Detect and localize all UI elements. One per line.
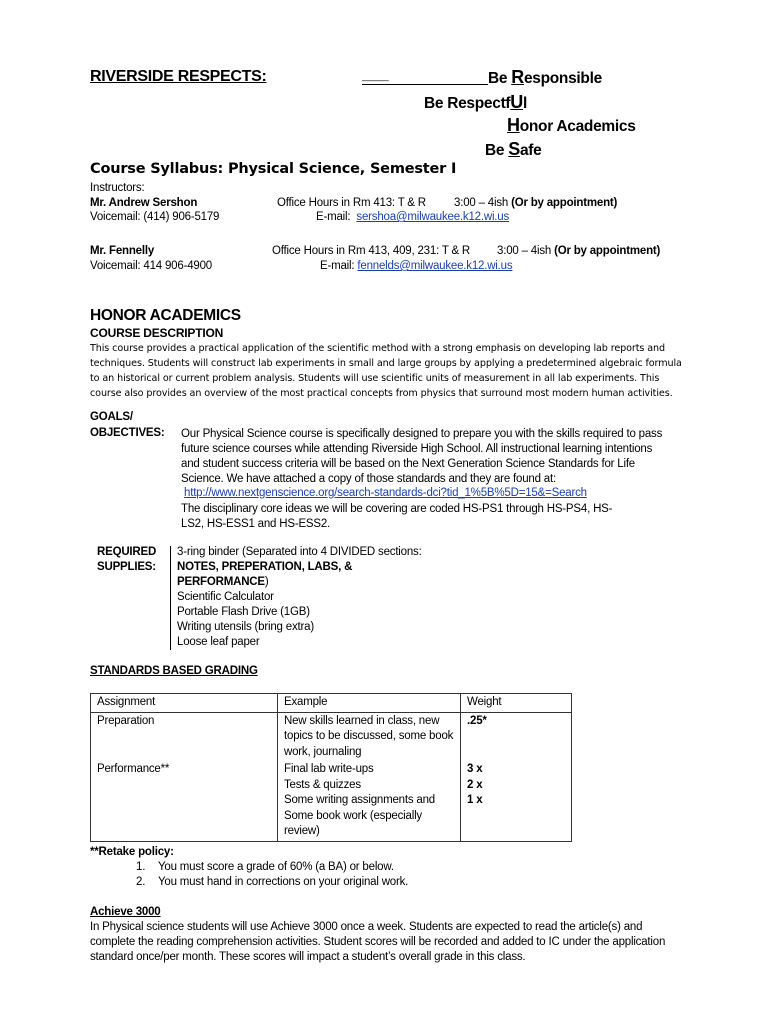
supply-item: Portable Flash Drive (1GB) <box>177 606 310 618</box>
supply-item: Writing utensils (bring extra) <box>177 621 314 633</box>
course-description-heading: COURSE DESCRIPTION <box>90 326 224 340</box>
page-header-title: RIVERSIDE RESPECTS: <box>90 68 267 85</box>
syllabus-title: Course Syllabus: Physical Science, Semester I <box>90 161 457 177</box>
disciplinary-core-ideas-text: The disciplinary core ideas we will be covering are coded HS-PS1 through HS-PS4, HS-LS2, HS-ESS1 and HS-ESS2. <box>181 503 613 530</box>
cell-example: New skills learned in class, new topics to be discussed, some book work, journaling <box>278 712 461 761</box>
header-blank: ___ <box>362 66 389 83</box>
goals-label: GOALS/ <box>90 411 133 423</box>
achieve-heading: Achieve 3000 <box>90 906 161 918</box>
instructor2-time: 3:00 – 4ish (Or by appointment) <box>497 245 661 257</box>
supply-item: Scientific Calculator <box>177 591 274 603</box>
honor-academics-heading: HONOR ACADEMICS <box>90 307 241 324</box>
retake-list <box>136 860 408 890</box>
table-row <box>91 761 572 841</box>
cell-assignment: Preparation <box>91 712 278 761</box>
cell-weight: .25* <box>461 712 572 761</box>
header-weight: Weight <box>461 694 572 713</box>
header-example: Example <box>278 694 461 713</box>
supply-item: Loose leaf paper <box>177 636 260 648</box>
retake-heading: **Retake policy: <box>90 846 174 858</box>
header-underline <box>362 84 488 85</box>
instructor1-name: Mr. Andrew Sershon <box>90 197 198 209</box>
goals-text: Our Physical Science course is specifically designed to prepare you with the skills required to pass future science courses while attending Riverside High School. All instructional learning intentions and student success criteria will be based on the Next Generation Science Standards for Life Science. We have attached a copy of those standards and they are found at: <box>181 428 663 485</box>
required-label: REQUIRED <box>97 546 157 558</box>
list-item: 1. You must score a grade of 60% (a BA) or below. <box>136 861 394 873</box>
instructor1-email-line: E-mail: sershoa@milwaukee.k12.wi.us <box>316 211 510 223</box>
cell-weight: 3 x 2 x 1 x <box>461 761 572 841</box>
instructors-label: Instructors: <box>90 182 145 194</box>
instructor2-voicemail: Voicemail: 414 906-4900 <box>90 260 212 272</box>
objectives-label: OBJECTIVES: <box>90 427 165 439</box>
list-item: 2. You must hand in corrections on your original work. <box>136 876 409 888</box>
supplies-divider <box>170 546 171 650</box>
grading-heading: STANDARDS BASED GRADING <box>90 665 258 677</box>
motto-honor: Honor Academics <box>507 115 636 135</box>
ngss-link[interactable]: http://www.nextgenscience.org/search-standards-dci?tid_1%5B%5D=15&=Search <box>184 487 587 499</box>
supply-binder: 3-ring binder (Separated into 4 DIVIDED sections: <box>177 546 422 558</box>
instructor2-email-line: E-mail: fennelds@milwaukee.k12.wi.us <box>320 260 513 272</box>
instructor1-email-link[interactable]: sershoa@milwaukee.k12.wi.us <box>356 211 510 223</box>
instructor1-office-hours: Office Hours in Rm 413: T & R <box>277 197 426 209</box>
instructor1-voicemail: Voicemail: (414) 906-5179 <box>90 211 220 223</box>
instructor2-name: Mr. Fennelly <box>90 245 155 257</box>
grading-table <box>90 693 572 842</box>
table-header-row <box>91 694 572 713</box>
instructor2-email-link[interactable]: fennelds@milwaukee.k12.wi.us <box>357 260 513 272</box>
cell-example: Final lab write-ups Tests & quizzes Some writing assignments and Some book work (especially review) <box>278 761 461 841</box>
cell-assignment: Performance** <box>91 761 278 841</box>
motto-respectful: Be RespectfUl <box>424 92 528 112</box>
header-assignment: Assignment <box>91 694 278 713</box>
achieve-text: In Physical science students will use Achieve 3000 once a week. Students are expected to read the article(s) and complete the reading comprehension activities. Student scores will be recorded and added to IC under the application standard once/per month. These scores will impact a student’s overall grade in this class. <box>90 921 666 963</box>
supply-sections-line1: NOTES, PREPERATION, LABS, & <box>177 561 353 573</box>
course-description-text: This course provides a practical application of the scientific method with a strong emphasis on developing lab reports and techniques. Students will construct lab experiments in small and large groups by applying a predetermined algebraic formula to an historical or current problem analysis. Students will use scientific units of measurement in all lab experiments. This course also provides an overview of the most practical concepts from physics that surround most modern human activities. <box>90 343 682 399</box>
instructor1-time: 3:00 – 4ish (Or by appointment) <box>454 197 618 209</box>
motto-safe: Be Safe <box>485 139 542 159</box>
supply-sections-line2: PERFORMANCE) <box>177 576 269 588</box>
instructor2-office-hours: Office Hours in Rm 413, 409, 231: T & R <box>272 245 471 257</box>
motto-responsible: Be Responsible <box>488 67 602 87</box>
table-row <box>91 712 572 761</box>
supplies-label: SUPPLIES: <box>97 561 156 573</box>
